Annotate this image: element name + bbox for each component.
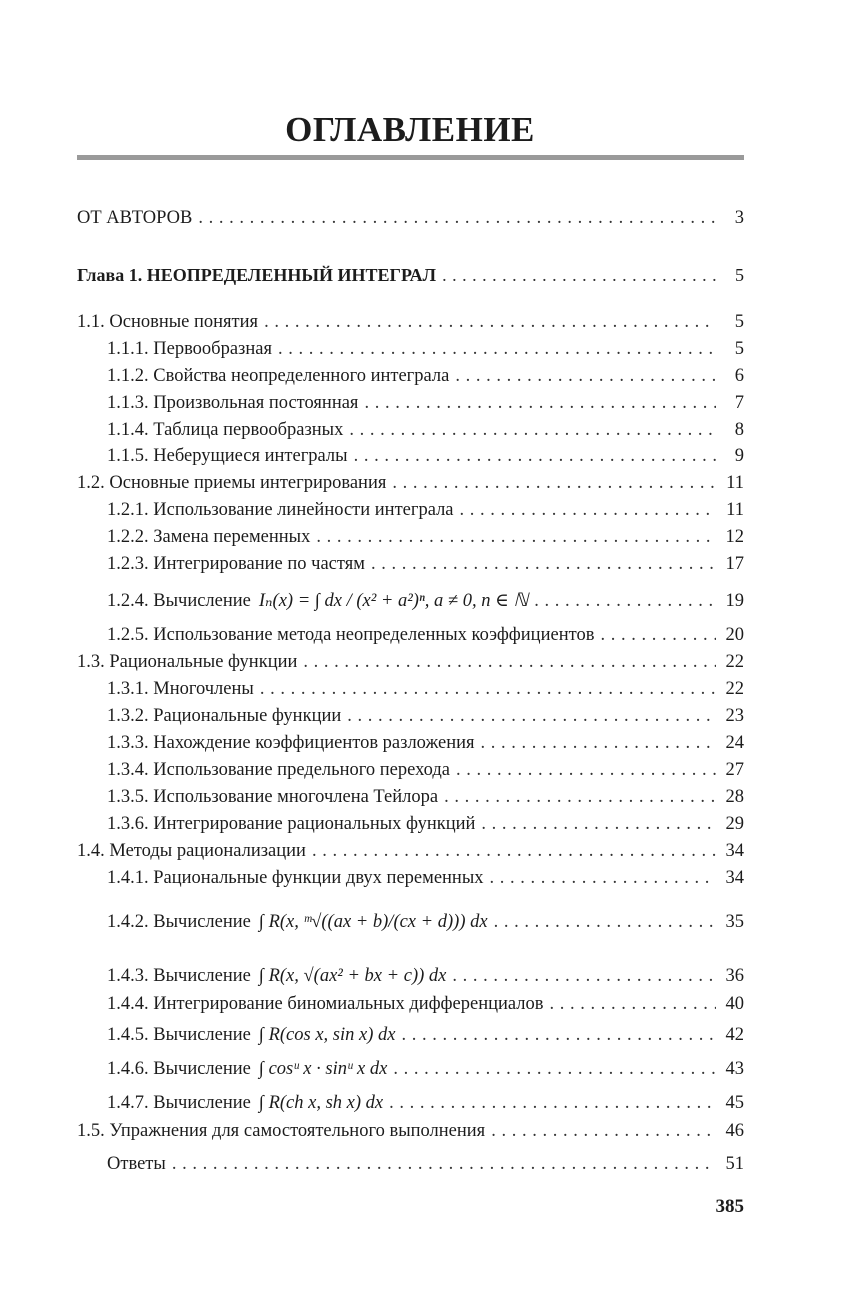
toc-entry[interactable] [77, 419, 744, 441]
toc-entry[interactable] [77, 553, 744, 575]
leader-dots [278, 338, 716, 360]
toc-label: 1.3.1. Многочлены [107, 679, 254, 699]
formula-integral-1-4-2 [259, 911, 488, 933]
toc-label: 1.3.3. Нахождение коэффициентов разложения [107, 733, 475, 753]
toc-label: 1.4.6. Вычисление [107, 1059, 251, 1079]
toc-page: 22 [725, 652, 744, 672]
leader-dots [260, 678, 716, 700]
toc-page: 5 [735, 265, 744, 285]
toc-page: 23 [725, 706, 744, 726]
leader-dots [494, 911, 716, 933]
toc-label: 1.3. Рациональные функции [77, 652, 298, 672]
formula-text: ∫ R(cos x, sin x) dx [258, 1025, 396, 1045]
toc-entry[interactable] [77, 786, 744, 808]
toc-label: 1.2.3. Интегрирование по частям [107, 554, 365, 574]
leader-dots [364, 392, 716, 414]
toc-entry[interactable] [77, 965, 744, 987]
toc-entry[interactable] [77, 678, 744, 700]
toc-page: 29 [725, 814, 744, 834]
leader-dots [444, 786, 716, 808]
toc-entry[interactable] [77, 840, 744, 862]
toc-page: 46 [725, 1121, 744, 1141]
leader-dots [198, 207, 716, 229]
formula-integral-1-4-7 [259, 1092, 383, 1114]
toc-label: 1.5. Упражнения для самостоятельного выполнения [77, 1121, 486, 1141]
leader-dots [481, 732, 716, 754]
toc-entry[interactable] [77, 365, 744, 387]
toc-label: 1.3.4. Использование предельного перехода [107, 760, 450, 780]
formula-text: Iₙ(x) = ∫ dx / (x² + a²)ⁿ, a ≠ 0, n ∈ ℕ [258, 591, 529, 611]
toc-page: 17 [725, 554, 744, 574]
toc-label: 1.1.3. Произвольная постоянная [107, 393, 359, 413]
leader-dots [550, 993, 717, 1015]
toc-page: 5 [734, 339, 744, 359]
leader-dots [456, 759, 716, 781]
page-number: 385 [715, 1196, 744, 1217]
toc-label: ОТ АВТОРОВ [77, 208, 193, 228]
leader-dots [172, 1153, 716, 1175]
toc-page: 45 [725, 1093, 744, 1113]
leader-dots [442, 264, 716, 286]
leader-dots [392, 472, 716, 494]
toc-label: 1.4. Методы рационализации [77, 841, 306, 861]
toc-entry[interactable] [77, 445, 744, 467]
toc-entry[interactable] [77, 207, 744, 229]
leader-dots [534, 590, 716, 612]
toc-label: Глава 1. НЕОПРЕДЕЛЕННЫЙ ИНТЕГРАЛ [77, 265, 437, 285]
toc-entry[interactable] [77, 867, 744, 889]
toc-entry[interactable] [77, 311, 744, 333]
toc-entry[interactable] [77, 1058, 744, 1080]
toc-label: 1.2.1. Использование линейности интеграла [107, 500, 454, 520]
toc-entry[interactable] [77, 732, 744, 754]
toc-label: 1.4.4. Интегрирование биномиальных дифференциалов [107, 994, 544, 1014]
formula-integral-1-4-5 [259, 1024, 396, 1046]
toc-page: 6 [734, 366, 744, 386]
toc-page: 5 [734, 312, 744, 332]
toc-entry[interactable] [77, 993, 744, 1015]
toc-label: 1.4.3. Вычисление [107, 966, 251, 986]
toc-page: 34 [725, 841, 744, 861]
toc-page: 11 [726, 473, 744, 493]
toc-entry-chapter[interactable] [77, 264, 744, 286]
toc-entry[interactable] [77, 1092, 744, 1114]
formula-text: ∫ R(x, ᵐ√((ax + b)/(cx + d))) dx [258, 912, 488, 932]
toc-label: 1.4.1. Рациональные функции двух переменных [107, 868, 484, 888]
toc-page: 36 [725, 966, 744, 986]
formula-integral-1-4-6 [259, 1058, 387, 1080]
leader-dots [600, 624, 716, 646]
toc-label: 1.3.5. Использование многочлена Тейлора [107, 787, 439, 807]
toc-label: 1.1.2. Свойства неопределенного интеграла [107, 366, 450, 386]
toc-entry[interactable] [77, 813, 744, 835]
toc-entry[interactable] [77, 526, 744, 548]
toc-page: 42 [725, 1025, 744, 1045]
title-divider [77, 155, 744, 160]
toc-label: 1.1.1. Первообразная [107, 339, 272, 359]
toc-label: 1.1.5. Неберущиеся интегралы [107, 446, 348, 466]
toc-entry[interactable] [77, 705, 744, 727]
toc-label: 1.4.2. Вычисление [107, 912, 251, 932]
toc-page: 35 [725, 912, 744, 932]
formula-integral-1-2-4 [259, 590, 528, 612]
formula-text: ∫ R(x, √(ax² + bx + c)) dx [258, 966, 447, 986]
toc-label: 1.4.7. Вычисление [107, 1093, 251, 1113]
toc-label: 1.3.6. Интегрирование рациональных функций [107, 814, 476, 834]
leader-dots [490, 867, 716, 889]
toc-page: 12 [725, 527, 744, 547]
toc-entry[interactable] [77, 499, 744, 521]
toc-entry[interactable] [77, 651, 744, 673]
formula-text: ∫ cosᵘ x · sinᵘ x dx [258, 1059, 388, 1079]
toc-entry[interactable] [77, 472, 744, 494]
leader-dots [401, 1024, 716, 1046]
leader-dots [371, 553, 716, 575]
toc-entry[interactable] [77, 1024, 744, 1046]
leader-dots [452, 965, 716, 987]
toc-entry[interactable] [77, 759, 744, 781]
toc-page: 7 [734, 393, 744, 413]
toc-page: 28 [725, 787, 744, 807]
leader-dots [389, 1092, 716, 1114]
leader-dots [264, 311, 716, 333]
toc-page: 51 [725, 1154, 744, 1174]
toc-page: 8 [734, 420, 744, 440]
leader-dots [303, 651, 716, 673]
toc-label: 1.1. Основные понятия [77, 312, 259, 332]
toc-page: 11 [726, 500, 744, 520]
toc-page: 3 [734, 208, 744, 228]
toc-page: 43 [725, 1059, 744, 1079]
leader-dots [393, 1058, 716, 1080]
toc-entry[interactable] [77, 590, 744, 612]
toc-entry[interactable] [77, 1120, 744, 1142]
leader-dots [316, 526, 716, 548]
toc-page: 9 [734, 446, 744, 466]
leader-dots [481, 813, 716, 835]
toc-label: Ответы [107, 1154, 166, 1174]
toc-page: 27 [725, 760, 744, 780]
toc-entry[interactable] [77, 1153, 744, 1175]
toc-label: 1.2. Основные приемы интегрирования [77, 473, 387, 493]
leader-dots [347, 705, 716, 727]
toc-page: 24 [725, 733, 744, 753]
leader-dots [491, 1120, 716, 1142]
toc-page: 22 [725, 679, 744, 699]
leader-dots [460, 499, 716, 521]
toc-page: 19 [725, 591, 744, 611]
toc-page: 40 [725, 994, 744, 1014]
toc-page: 34 [725, 868, 744, 888]
toc-page: 20 [725, 625, 744, 645]
toc-entry[interactable] [77, 911, 744, 933]
toc-entry[interactable] [77, 338, 744, 360]
formula-text: ∫ R(ch x, sh x) dx [258, 1093, 384, 1113]
toc-label: 1.3.2. Рациональные функции [107, 706, 342, 726]
leader-dots [349, 419, 716, 441]
toc-label: 1.1.4. Таблица первообразных [107, 420, 344, 440]
leader-dots [354, 445, 716, 467]
toc-label: 1.4.5. Вычисление [107, 1025, 251, 1045]
toc-label: 1.2.5. Использование метода неопределенных коэффициентов [107, 625, 595, 645]
toc-label: 1.2.4. Вычисление [107, 591, 251, 611]
toc-entry[interactable] [77, 392, 744, 414]
leader-dots [312, 840, 716, 862]
toc-label: 1.2.2. Замена переменных [107, 527, 311, 547]
formula-integral-1-4-3 [259, 965, 446, 987]
page-title: ОГЛАВЛЕНИЕ [285, 110, 535, 149]
leader-dots [455, 365, 716, 387]
toc-entry[interactable] [77, 624, 744, 646]
